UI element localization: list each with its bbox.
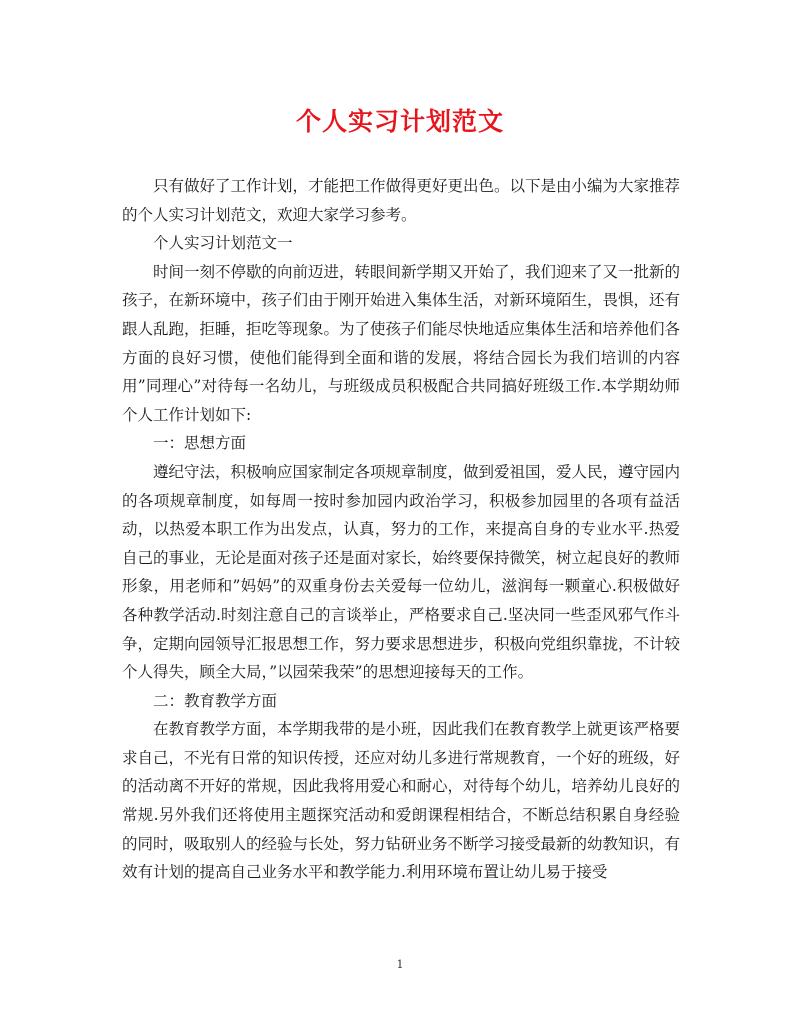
body-paragraph: 时间一刻不停歇的向前迈进，转眼间新学期又开始了，我们迎来了又一批新的孩子，在新环境中，孩子们由于刚开始进入集体生活，对新环境陌生，畏惧，还有跟人乱跑，拒睡，拒吃等现象。为了使孩子们能尽快地适应集体生活和培养他们各方面的良好习惯，使他们能得到全面和谐的发展，将结合园长为我们培训的内容用”同理心”对待每一名幼儿，与班级成员积极配合共同搞好班级工作.本学期幼师个人工作计划如下:	[122, 262, 681, 424]
document-title: 个人实习计划范文	[295, 107, 504, 136]
section-heading-teaching: 二：教育教学方面	[153, 691, 278, 710]
body-paragraph: 遵纪守法，积极响应国家制定各项规章制度，做到爱祖国，爱人民，遵守园内的各项规章制度，如每周一按时参加园内政治学习，积极参加园里的各项有益活动，以热爱本职工作为出发点，认真，努力的工作，来提高自身的专业水平.热爱自己的事业，无论是面对孩子还是面对家长，始终要保持微笑，树立起良好的教师形象，用老师和”妈妈”的双重身份去关爱每一位幼儿，滋润每一颗童心.积极做好各种教学活动.时刻注意自己的言谈举止，严格要求自己.坚决同一些歪风邪气作斗争，定期向园领导汇报思想工作，努力要求思想进步，积极向党组织靠拢，不计较个人得失，顾全大局，”以园荣我荣”的思想迎接每天的工作。	[122, 462, 681, 682]
document-body	[122, 172, 680, 887]
body-paragraph: 在教育教学方面，本学期我带的是小班，因此我们在教育教学上就更该严格要求自己，不光有日常的知识传授，还应对幼儿多进行常规教育，一个好的班级，好的活动离不开好的常规，因此我将用爱心和耐心，对待每个幼儿，培养幼儿良好的常规.另外我们还将使用主题探究活动和爱朗课程相结合，不断总结积累自身经验的同时，吸取别人的经验与长处，努力钻研业务不断学习接受最新的幼教知识，有效有计划的提高自己业务水平和教学能力.利用环境布置让幼儿易于接受	[122, 720, 681, 882]
intro-paragraph: 只有做好了工作计划，才能把工作做得更好更出色。以下是由小编为大家推荐的个人实习计划范文，欢迎大家学习参考。	[122, 177, 681, 224]
page-number: 1	[396, 958, 404, 971]
section-heading-sample-one: 个人实习计划范文一	[153, 234, 293, 253]
section-heading-thought: 一：思想方面	[153, 434, 247, 453]
